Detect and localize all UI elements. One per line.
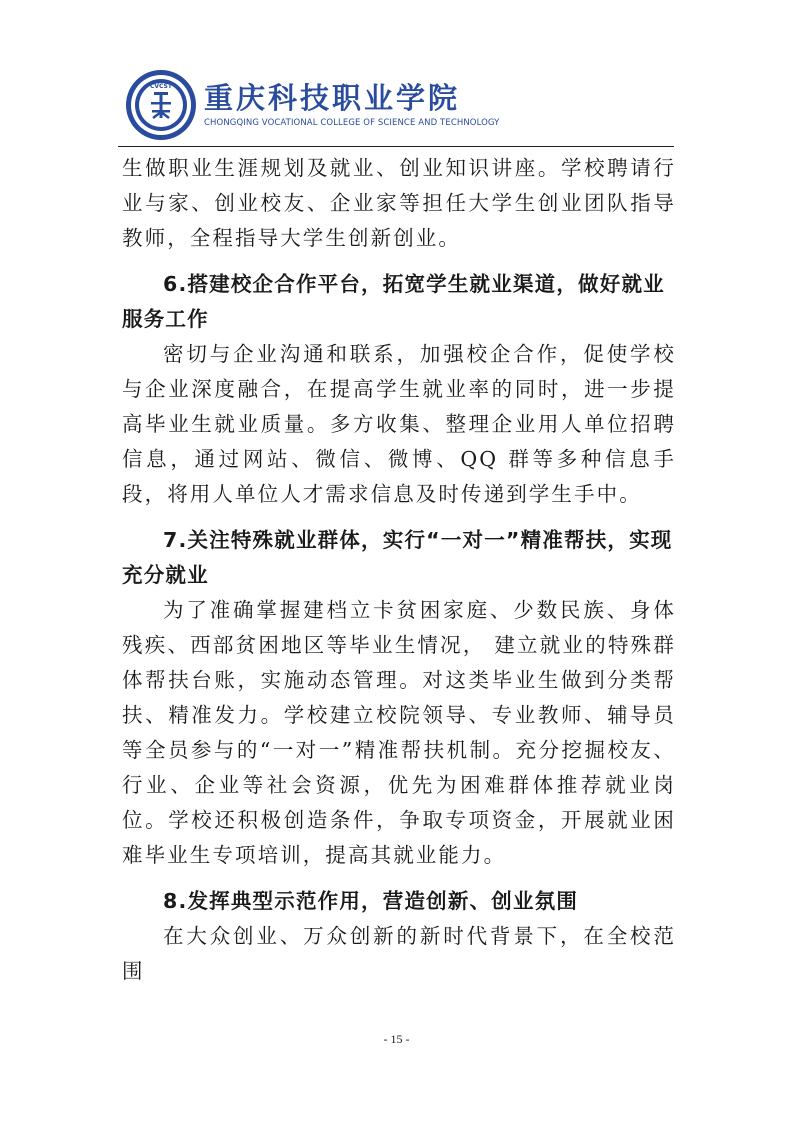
page-header	[124, 66, 674, 146]
page-number: - 15 -	[383, 1032, 410, 1046]
paragraph-section-7: 为了准确掌握建档立卡贫困家庭、少数民族、身体残疾、西部贫困地区等毕业生情况， 建立就业的特殊群体帮扶台账，实施动态管理。对这类毕业生做到分类帮扶、精准发力。学校建立校院领导、专业教师、辅导员等全员参与的“一对一”精准帮扶机制。充分挖掘校友、行业、企业等社会资源，优先为困难群体推荐就业岗位。学校还积极创造条件，争取专项资金，开展就业困难毕业生专项培训，提高其就业能力。	[122, 598, 676, 867]
section-heading-6: 6.搭建校企合作平台，拓宽学生就业渠道，做好就业服务工作	[122, 272, 665, 331]
header-divider	[118, 146, 674, 147]
section-heading-8: 8.发挥典型示范作用，营造创新、创业氛围	[163, 889, 579, 913]
paragraph-continued: 生做职业生涯规划及就业、创业知识讲座。学校聘请行业与家、创业校友、企业家等担任大学生创业团队指导教师，全程指导大学生创新创业。	[122, 156, 676, 250]
school-name-english: CHONGQING VOCATIONAL COLLEGE OF SCIENCE AND TECHNOLOGY	[204, 118, 500, 128]
section-heading-7: 7.关注特殊就业群体，实行“一对一”精准帮扶，实现充分就业	[122, 528, 673, 587]
paragraph-section-8: 在大众创业、万众创新的新时代背景下，在全校范围	[122, 924, 676, 983]
logo-abbr-text: CVCST	[150, 83, 172, 90]
paragraph-section-6: 密切与企业沟通和联系，加强校企合作，促使学校与企业深度融合，在提高学生就业率的同时，进一步提高毕业生就业质量。多方收集、整理企业用人单位招聘信息，通过网站、微信、微博、QQ 群等多种信息手段，将用人单位人才需求信息及时传递到学生手中。	[122, 342, 676, 506]
school-logo-icon	[124, 68, 198, 142]
school-name: 重庆科技职业学院	[204, 81, 461, 115]
document-body	[122, 151, 676, 989]
